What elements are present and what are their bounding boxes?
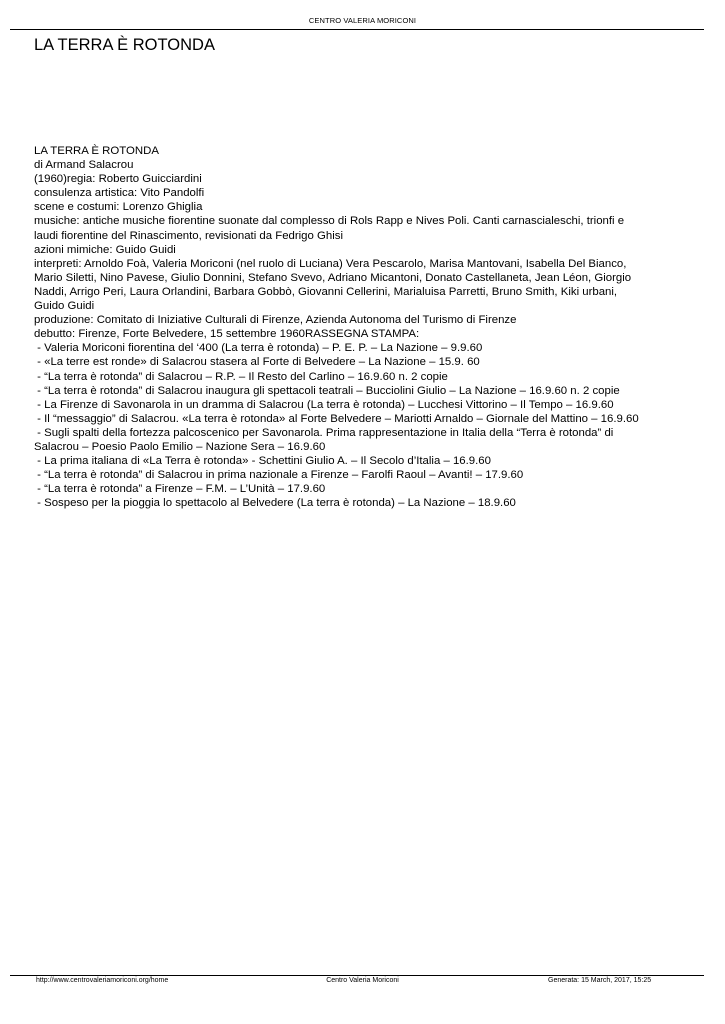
body-line: Guido Guidi (34, 300, 95, 313)
body-line: azioni mimiche: Guido Guidi (34, 243, 176, 256)
body-line: LA TERRA È ROTONDA (34, 145, 159, 157)
article-body (34, 144, 694, 510)
press-item: - “La terra è rotonda” di Salacrou inaugura gli spettacoli teatrali – Bucciolini Giulio – La Nazione – 16.9.60 n. 2 copie (34, 384, 620, 397)
press-item: - Sugli spalti della fortezza palcoscenico per Savonarola. Prima rappresentazione in Italia della “Terra è rotonda” di (34, 426, 614, 439)
press-item: - “La terra è rotonda” a Firenze – F.M. – L’Unità – 17.9.60 (34, 483, 326, 496)
press-item: Salacrou – Poesio Paolo Emilio – Nazione Sera – 16.9.60 (34, 440, 326, 453)
body-line: Mario Siletti, Nino Pavese, Giulio Donnini, Stefano Svevo, Adriano Micantoni, Donato Castellaneta, Jean Léon, Giorgio (34, 271, 632, 284)
press-item: - Sospeso per la pioggia lo spettacolo al Belvedere (La terra è rotonda) – La Nazione – 18.9.60 (34, 497, 516, 510)
header-divider (10, 29, 704, 30)
body-line: musiche: antiche musiche fiorentine suonate dal complesso di Rols Rapp e Nives Poli. Canti carnascialeschi, trionfi e (34, 215, 625, 228)
press-item: - Valeria Moriconi fiorentina del ‘400 (La terra è rotonda) – P. E. P. – La Nazione – 9.9.60 (34, 342, 483, 355)
body-line: interpreti: Arnoldo Foà, Valeria Moriconi (nel ruolo di Luciana) Vera Pescarolo, Marisa Mantovani, Isabella Del Bianco, (34, 257, 627, 270)
press-item: - «La terre est ronde» di Salacrou stasera al Forte di Belvedere – La Nazione – 15.9. 60 (34, 356, 480, 369)
body-line: (1960)regia: Roberto Guicciardini (34, 173, 202, 186)
press-item: - La prima italiana di «La Terra è rotonda» - Schettini Giulio A. – Il Secolo d’Italia – 16.9.60 (34, 455, 491, 468)
body-line: di Armand Salacrou (34, 159, 134, 172)
body-line: produzione: Comitato di Iniziative Culturali di Firenze, Azienda Autonoma del Turismo di Firenze (34, 314, 517, 327)
press-item: - Il “messaggio” di Salacrou. «La terra è rotonda» al Forte Belvedere – Mariotti Arnaldo – Giornale del Mattino – 16.9.60 (34, 412, 639, 425)
body-line: laudi fiorentine del Rinascimento, revisionati da Fedrigo Ghisi (34, 229, 343, 242)
press-item: - La Firenze di Savonarola in un dramma di Salacrou (La terra è rotonda) – Lucchesi Vittorino – Il Tempo – 16.9.60 (34, 398, 614, 411)
body-line: consulenza artistica: Vito Pandolfi (34, 187, 205, 200)
footer-divider (10, 975, 704, 976)
press-item: - “La terra è rotonda” di Salacrou – R.P. – Il Resto del Carlino – 16.9.60 n. 2 copie (34, 370, 448, 383)
footer-generated-date: Generata: 15 March, 2017, 15:25 (548, 977, 652, 984)
press-item: - “La terra è rotonda” di Salacrou in prima nazionale a Firenze – Farolfi Raoul – Avanti! – 17.9.60 (34, 469, 524, 482)
body-line: Naddi, Arrigo Peri, Laura Orlandini, Barbara Gobbò, Giovanni Cellerini, Marialuisa Parretti, Bruno Smith, Kiki urbani, (34, 285, 618, 298)
page-footer (0, 977, 725, 989)
footer-site-name: Centro Valeria Moriconi (326, 977, 399, 984)
site-header-title: CENTRO VALERIA MORICONI (308, 16, 417, 25)
body-line: debutto: Firenze, Forte Belvedere, 15 settembre 1960RASSEGNA STAMPA: (34, 328, 420, 341)
body-line: scene e costumi: Lorenzo Ghiglia (34, 201, 203, 214)
page-title: LA TERRA È ROTONDA (34, 36, 215, 54)
footer-url-link[interactable]: http://www.centrovaleriamoriconi.org/home (36, 977, 169, 984)
